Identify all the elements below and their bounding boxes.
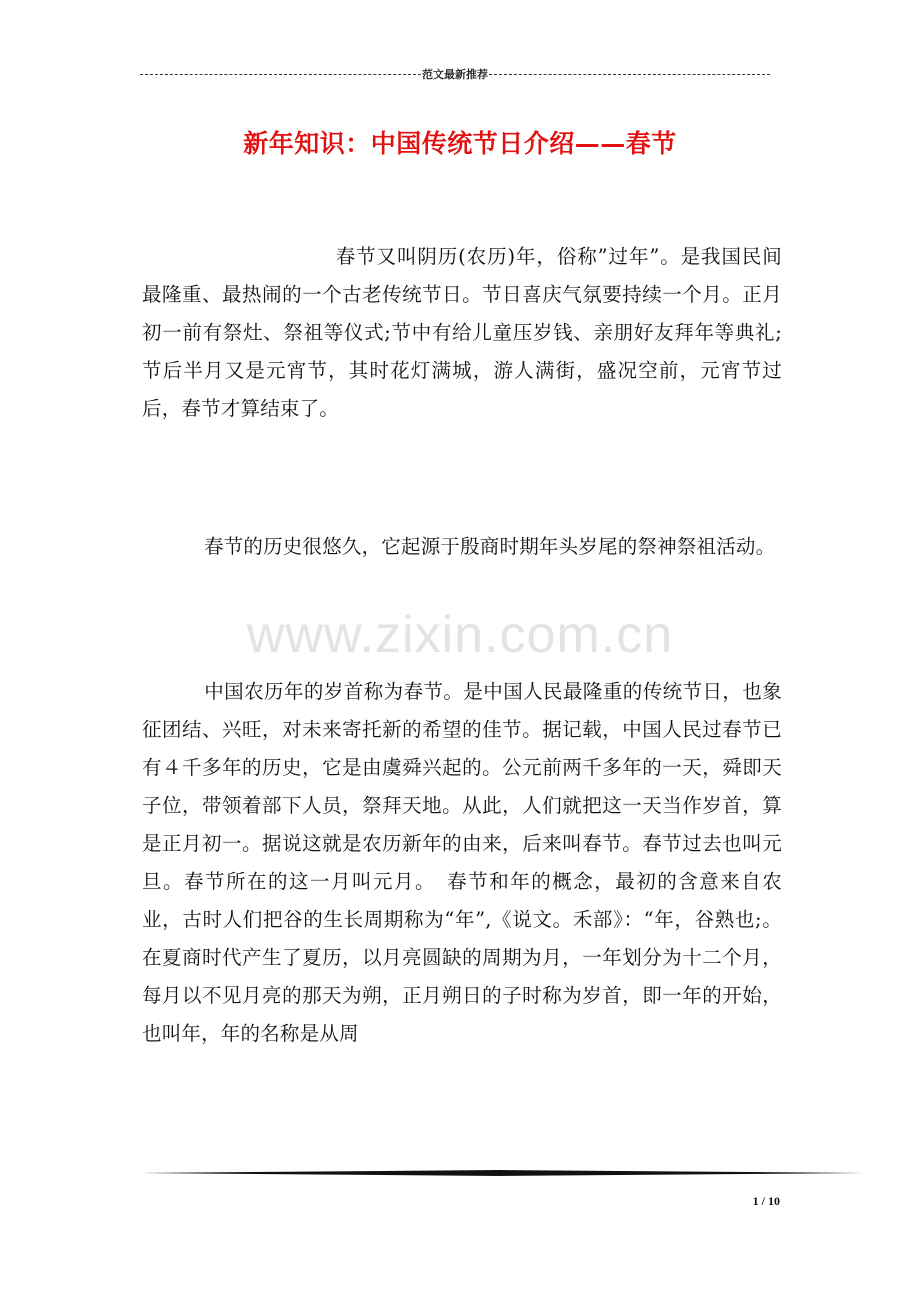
- footer-rule: [140, 1170, 865, 1176]
- paragraph-1-text: 春节又叫阴历(农历)年，俗称”过年”。是我国民间最隆重、最热闹的一个古老传统节日。节日喜庆气氛要持续一个月。正月初一前有祭灶、祭祖等仪式;节中有给儿童压岁钱、亲朋好友拜年等典礼;节后半月又是元宵节，其时花灯满城，游人满街，盛况空前，元宵节过后，春节才算结束了。: [142, 245, 782, 420]
- paragraph-3-text: 中国农历年的岁首称为春节。是中国人民最隆重的传统节日，也象征团结、兴旺，对未来寄托新的希望的佳节。据记载，中国人民过春节已有４千多年的历史，它是由虞舜兴起的。公元前两千多年的一天，舜即天子位，带领着部下人员，祭拜天地。从此，人们就把这一天当作岁首，算是正月初一。据说这就是农历新年的由来，后来叫春节。春节过去也叫元旦。春节所在的这一月叫元月。 春节和年的概念，最初的含意来自农业，古时人们把谷的生长周期称为“年”,《说文。禾部》：“年，谷熟也;。在夏商时代产生了夏历，以月亮圆缺的周期为月，一年划分为十二个月，每月以不见月亮的那天为朔，正月朔日的子时称为岁首，即一年的开始，也叫年，年的名称是从周: [142, 680, 782, 1045]
- paragraph-2: [142, 528, 782, 566]
- page-title: 新年知识：中国传统节日介绍——春节: [243, 129, 677, 158]
- header-rule: [140, 66, 770, 82]
- header-dash-left: [140, 74, 421, 75]
- page-number: 1 / 10: [752, 1194, 780, 1208]
- paragraph-1: [142, 238, 782, 428]
- paragraph-3: [142, 673, 782, 1053]
- paragraph-2-text: 春节的历史很悠久，它起源于殷商时期年头岁尾的祭神祭祖活动。: [204, 535, 776, 558]
- watermark: www.zixin.com.cn: [246, 606, 674, 664]
- header-label: 范文最新推荐: [422, 68, 488, 81]
- header-dash-right: [489, 74, 770, 75]
